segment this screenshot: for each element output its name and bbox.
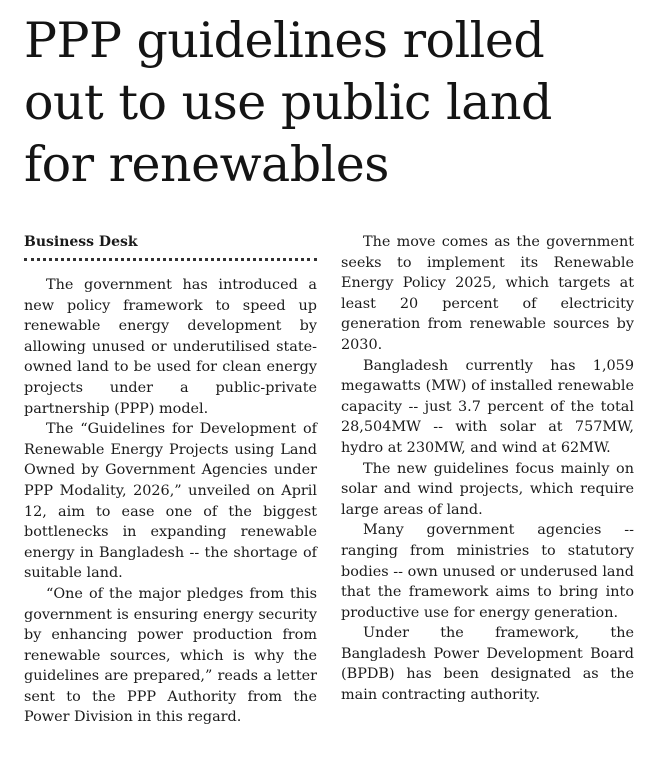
paragraph: Under the framework, the Bangladesh Power Development Board (BPDB) has been designated as the main contracting authority. xyxy=(341,625,634,704)
paragraph: The government has introduced a new policy framework to speed up renewable energy development by allowing unused or underutilised state-owned land to be used for clean energy projects under a public-private partnership (PPP) model. xyxy=(24,277,317,417)
paragraph: The “Guidelines for Development of Renewable Energy Projects using Land Owned by Government Agencies under PPP Modality, 2026,” unveiled on April 12, aim to ease one of the biggest bottlenecks in expanding renewable energy in Bangladesh -- the shortage of suitable land. xyxy=(24,421,317,582)
article-column-left xyxy=(24,232,317,728)
paragraph: Bangladesh currently has 1,059 megawatts (MW) of installed renewable capacity -- just 3.7 percent of the total 28,504MW -- with solar at 757MW, hydro at 230MW, and wind at 62MW. xyxy=(341,357,634,456)
paragraph: “One of the major pledges from this government is ensuring energy security by enhancing power production from renewable sources, which is why the guidelines are prepared,” reads a letter sent to the PPP Authority from the Power Division in this regard. xyxy=(24,585,317,726)
article-column-right xyxy=(341,232,634,706)
paragraph: The move comes as the government seeks to implement its Renewable Energy Policy 2025, which targets at least 20 percent of electricity generation from renewable sources by 2030. xyxy=(341,234,634,353)
headline: PPP guidelines rolled out to use public land for renewables xyxy=(24,12,552,193)
paragraph: Many government agencies -- ranging from ministries to statutory bodies -- own unused or underused land that the framework aims to bring into productive use for energy generation. xyxy=(341,522,634,621)
paragraph: The new guidelines focus mainly on solar and wind projects, which require large areas of land. xyxy=(341,460,634,518)
byline: Business Desk xyxy=(24,232,317,261)
